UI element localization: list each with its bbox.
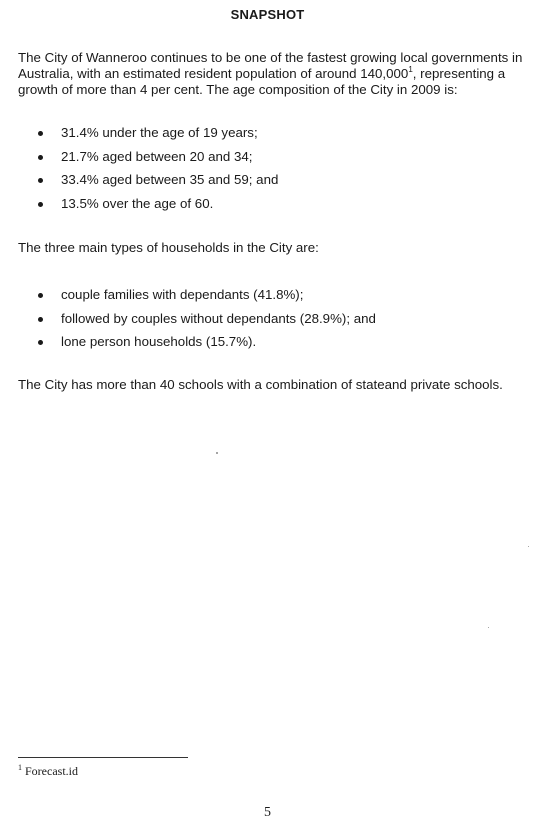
schools-paragraph: The City has more than 40 schools with a combination of stateand private schools. xyxy=(18,377,503,392)
bullet-icon xyxy=(38,340,43,345)
footnote xyxy=(18,764,78,779)
bullet-icon xyxy=(38,178,43,183)
scan-speck xyxy=(528,546,529,547)
bullet-icon xyxy=(38,202,43,207)
list-item xyxy=(0,149,535,173)
list-item-text: followed by couples without dependants (28.9%); and xyxy=(61,310,376,326)
list-item-text: 31.4% under the age of 19 years; xyxy=(61,125,258,140)
list-item xyxy=(0,311,535,335)
bullet-icon xyxy=(38,317,43,322)
households-intro-paragraph: The three main types of households in the City are: xyxy=(18,240,319,255)
list-item xyxy=(0,172,535,196)
list-item xyxy=(0,196,535,220)
footnote-reference: 1 xyxy=(408,65,413,74)
footnote-marker: 1 xyxy=(18,763,22,772)
list-item-text: couple families with dependants (41.8%); xyxy=(61,287,304,302)
list-item xyxy=(0,125,535,149)
list-item-text: 33.4% aged between 35 and 59; and xyxy=(61,172,279,187)
scan-speck xyxy=(216,452,218,454)
list-item-text: lone person households (15.7%). xyxy=(61,334,257,349)
household-types-list xyxy=(0,287,535,358)
intro-text-before: The City of Wanneroo continues to be one of the fastest growing local governments in Australia, with an estimated resident population of around 140,000 xyxy=(18,50,523,81)
footnote-divider xyxy=(18,757,188,758)
page-number: 5 xyxy=(264,805,271,820)
list-item-text: 21.7% aged between 20 and 34; xyxy=(61,148,253,164)
intro-text-after: , representing a growth of more than 4 per cent. The age composition of the City in 2009 is: xyxy=(18,66,506,97)
intro-paragraph xyxy=(18,50,523,98)
bullet-icon xyxy=(38,155,43,160)
scan-speck xyxy=(488,627,489,628)
bullet-icon xyxy=(38,293,43,298)
list-item xyxy=(0,334,535,358)
bullet-icon xyxy=(38,131,43,136)
age-composition-list xyxy=(0,125,535,219)
footnote-text: Forecast.id xyxy=(25,764,78,778)
page-heading: SNAPSHOT xyxy=(230,7,305,22)
list-item xyxy=(0,287,535,311)
list-item-text: 13.5% over the age of 60. xyxy=(61,195,214,211)
